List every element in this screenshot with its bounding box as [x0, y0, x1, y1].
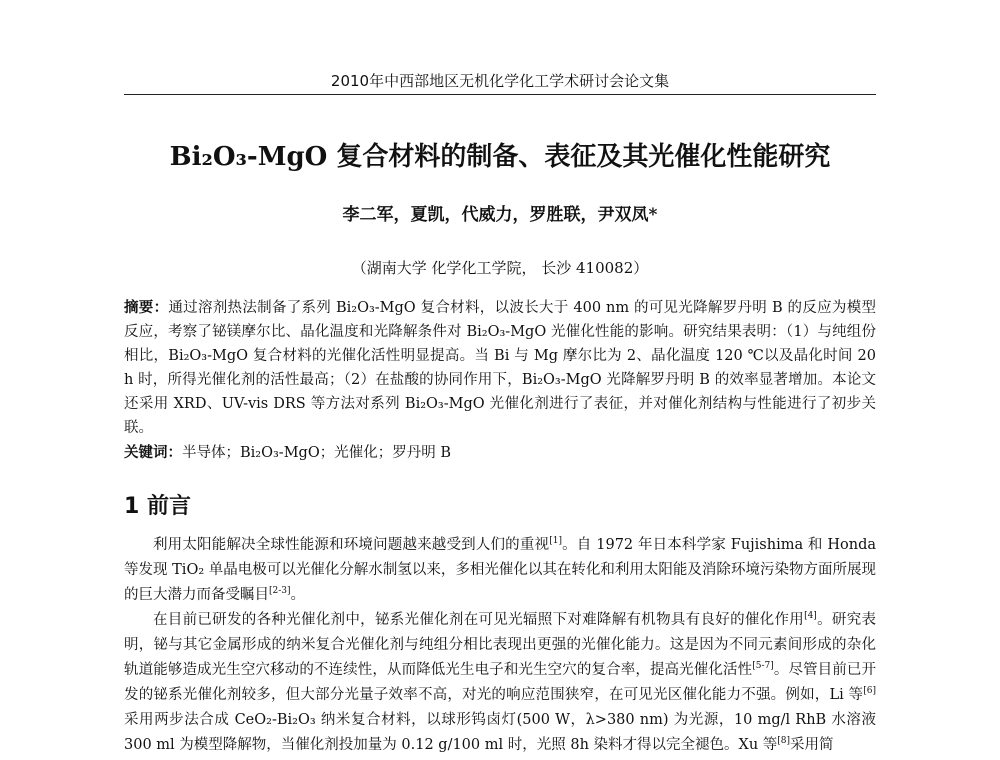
abstract-label: 摘要：	[124, 299, 169, 316]
introduction-body	[124, 533, 876, 758]
text-run: 采用简	[790, 737, 834, 753]
paragraph	[124, 533, 876, 608]
text-run: 在目前已研发的各种光催化剂中，铋系光催化剂在可见光辐照下对难降解有机物具有良好的催化作用	[153, 612, 805, 628]
paragraph	[124, 608, 876, 758]
text-run: 。	[290, 587, 306, 603]
running-header: 2010年中西部地区无机化学化工学术研讨会论文集	[124, 70, 876, 95]
text-run: 。尽管目前已开发的铋系光催化剂较多，但大部分光量子效率不高，对光的响应范围狭窄，在可见光区催化能力不强。例如，Li 等	[124, 662, 877, 703]
citation: [8]	[777, 736, 791, 747]
text-run: 。研究表明，铋与其它金属形成的纳米复合光催化剂与纯组分相比表现出更强的光催化能力。这是因为不同元素间形成的杂化轨道能够造成光生空穴移动的不连续性，从而降低光生电子和光生空穴的复合率，提高光催化活性	[124, 612, 876, 678]
abstract	[124, 296, 876, 440]
keywords-label: 关键词：	[124, 444, 182, 461]
paper-title: Bi₂O₃-MgO 复合材料的制备、表征及其光催化性能研究	[169, 142, 831, 172]
citation: [2-3]	[269, 586, 291, 597]
text-run: 采用两步法合成 CeO₂-Bi₂O₃ 纳米复合材料，以球形钨卤灯(500 W，λ>380 nm) 为光源，10 mg/l RhB 水溶液 300 ml 为模型降解物，当催化剂投加量为 0.12 g/100 ml 时，光照 8h 染料才得以完全褪色。Xu 等	[124, 712, 876, 753]
author-list: 李二军，夏凯，代威力，罗胜联，尹双凤*	[342, 205, 658, 225]
citation: [6]	[863, 686, 876, 697]
text-run: 利用太阳能解决全球性能源和环境问题越来越受到人们的重视	[153, 537, 550, 553]
citation: [4]	[804, 611, 817, 622]
citation: [1]	[549, 536, 562, 547]
abstract-text: 通过溶剂热法制备了系列 Bi₂O₃-MgO 复合材料，以波长大于 400 nm 的可见光降解罗丹明 B 的反应为模型反应，考察了铋镁摩尔比、晶化温度和光降解条件对 Bi₂O₃-MgO 光催化性能的影响。研究结果表明：（1）与纯组份相比，Bi₂O₃-MgO 复合材料的光催化活性明显提高。当 Bi 与 Mg 摩尔比为 2、晶化温度 120 ℃以及晶化时间 20 h 时，所得光催化剂的活性最高；（2）在盐酸的协同作用下，Bi₂O₃-MgO 光降解罗丹明 B 的效率显著增加。本论文还采用 XRD、UV-vis DRS 等方法对系列 Bi₂O₃-MgO 光催化剂进行了表征，并对催化剂结构与性能进行了初步关联。	[124, 300, 876, 436]
text-run: 。自 1972 年日本科学家 Fujishima 和 Honda 等发现 TiO₂ 单晶电极可以光催化分解水制氢以来，多相光催化以其在转化和利用太阳能及消除环境污染物方面所展现的巨大潜力而备受瞩目	[124, 537, 876, 603]
keywords	[124, 441, 876, 465]
section-heading-introduction: 1 前言	[124, 494, 191, 519]
affiliation: （湖南大学 化学化工学院， 长沙 410082）	[351, 259, 649, 277]
citation: [5-7]	[752, 661, 774, 672]
keywords-text: 半导体；Bi₂O₃-MgO；光催化；罗丹明 B	[182, 445, 451, 461]
